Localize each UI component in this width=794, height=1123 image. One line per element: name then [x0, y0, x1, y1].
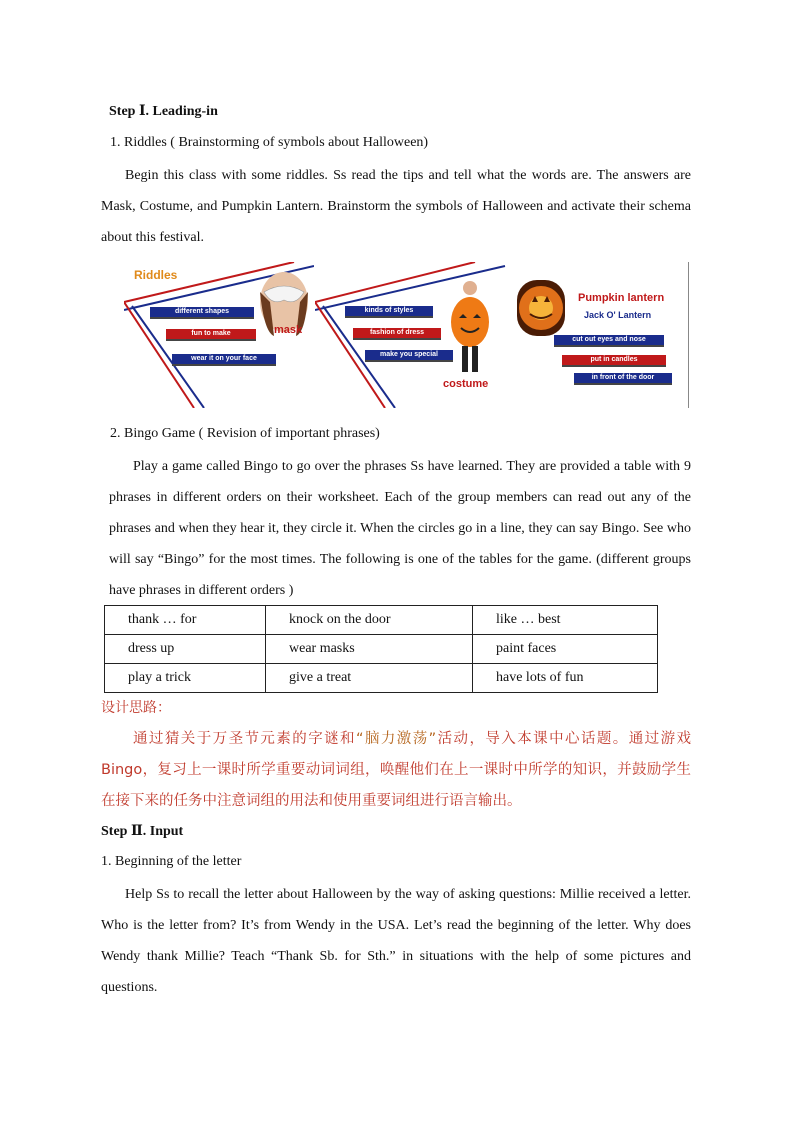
table-row [105, 664, 658, 693]
table-cell: dress up [105, 635, 266, 664]
riddle-tip: wear it on your face [172, 354, 276, 366]
riddle-tip: fun to make [166, 329, 256, 341]
table-row [105, 606, 658, 635]
step1-item1: 1. Riddles ( Brainstorming of symbols about Halloween) [110, 135, 429, 150]
riddle-tip: fashion of dress [353, 328, 441, 340]
table-cell: have lots of fun [473, 664, 658, 693]
riddle-tip: different shapes [150, 307, 254, 319]
step1-para1: Begin this class with some riddles. Ss read the tips and tell what the words are. The answers are Mask, Costume, and Pumpkin Lantern. Brainstorm the symbols of Halloween and activate their schema about this festival. [101, 168, 691, 245]
step2-item1: 1. Beginning of the letter [101, 854, 242, 869]
design-label: 设计思路： [101, 700, 171, 716]
riddle-slide-mask [124, 262, 314, 408]
riddle-answer-mask: mask [274, 324, 303, 336]
step1-heading: Step Ⅰ. Leading-in [109, 104, 218, 119]
table-cell: wear masks [266, 635, 473, 664]
riddle-tip: kinds of styles [345, 306, 433, 318]
step2-heading: Step Ⅱ. Input [101, 824, 184, 839]
riddle-tip: make you special [365, 350, 453, 362]
table-cell: play a trick [105, 664, 266, 693]
riddle-tip: put in candles [562, 355, 666, 367]
table-cell: give a treat [266, 664, 473, 693]
design-text-b: 活动，导入本课中心话题。通过游戏 Bingo，复习上一课时所学重要动词词组，唤醒他们在上一课时中所学的知识，并鼓励学生在接下来的任务中注意词组的用法和使用重要词组进行语言输出。 [101, 731, 692, 809]
riddle-slide-pumpkin [512, 262, 689, 408]
pumpkin-lantern-title: Pumpkin lantern [578, 292, 665, 304]
design-text [101, 724, 691, 817]
riddle-tip: in front of the door [574, 373, 672, 385]
table-cell: knock on the door [266, 606, 473, 635]
riddle-tip: cut out eyes and nose [554, 335, 664, 347]
table-cell: like … best [473, 606, 658, 635]
riddle-answer-costume: costume [443, 378, 489, 390]
table-cell: thank … for [105, 606, 266, 635]
step1-para2: Play a game called Bingo to go over the phrases Ss have learned. They are provided a table with 9 phrases in different orders on their worksheet. Each of the group members can read out any of the phrases and when they hear it, they circle it. When the circles go in a line, they can say Bingo. See who will say “Bingo” for the most times. The following is one of the tables for the game. (different groups have phrases in different orders ) [109, 459, 691, 598]
table-cell: paint faces [473, 635, 658, 664]
bingo-table [104, 605, 658, 693]
step2-para1: Help Ss to recall the letter about Halloween by the way of asking questions: Millie received a letter. Who is the letter from? It’s from Wendy in the USA. Let’s read the beginning of the letter. Why does Wendy thank Millie? Teach “Thank Sb. for Sth.” in situations with the help of some pictures and questions. [101, 887, 691, 995]
riddle-slide-costume [315, 262, 510, 408]
design-text-a: 通过猜关于万圣节元素的字谜和 [133, 731, 356, 747]
table-row [105, 635, 658, 664]
step1-item2: 2. Bingo Game ( Revision of important phrases) [110, 426, 380, 441]
riddles-title: Riddles [134, 268, 178, 282]
design-text-highlight: “脑力激荡” [356, 731, 437, 747]
jack-o-lantern-subtitle: Jack O' Lantern [584, 310, 652, 320]
